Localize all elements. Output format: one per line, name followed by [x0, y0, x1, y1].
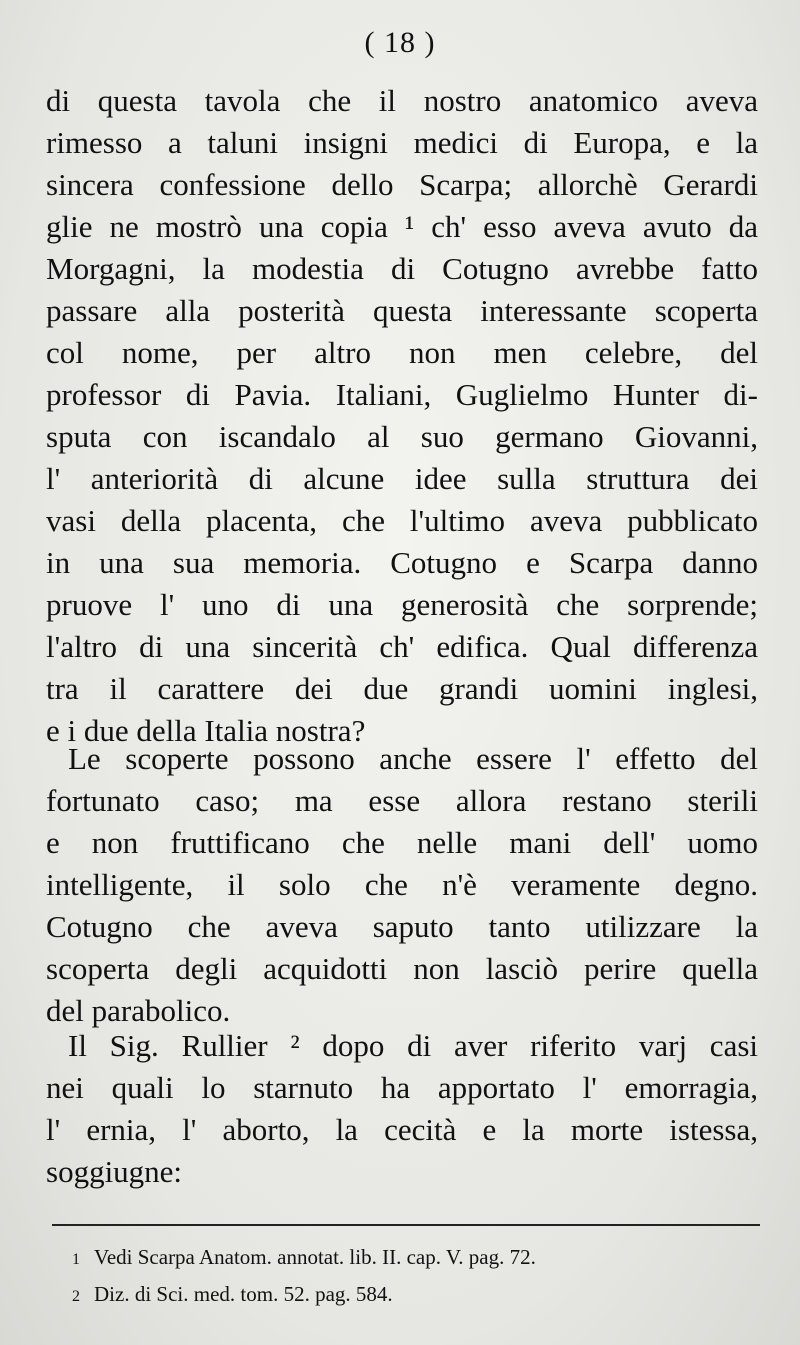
page-number: ( 18 ): [364, 26, 436, 59]
footnote-divider: [52, 1224, 760, 1226]
text-line: nei quali lo starnuto ha apportato l' emorragia,: [46, 1070, 758, 1105]
text-line: sputa con iscandalo al suo germano Giovanni,: [46, 419, 758, 454]
text-line: glie ne mostrò una copia ¹ ch' esso aveva avuto da: [46, 209, 758, 244]
footnotes: [72, 1240, 752, 1314]
paragraph-1: [46, 80, 758, 752]
text-line: sincera confessione dello Scarpa; allorchè Gerardi: [46, 167, 758, 202]
footnote-marker: 1: [72, 1251, 80, 1268]
footnote-marker: 2: [72, 1288, 80, 1305]
text-line: pruove l' uno di una generosità che sorprende;: [46, 587, 758, 622]
footnote-2: [72, 1277, 752, 1314]
text-line: di questa tavola che il nostro anatomico aveva: [46, 83, 758, 118]
text-line: e non fruttificano che nelle mani dell' uomo: [46, 825, 758, 860]
text-line: e i due della Italia nostra?: [46, 713, 366, 748]
paragraph-3: [46, 1025, 758, 1193]
text-line: Cotugno che aveva saputo tanto utilizzare la: [46, 909, 758, 944]
text-line: Il Sig. Rullier ² dopo di aver riferito varj casi: [68, 1028, 758, 1063]
text-line: Morgagni, la modestia di Cotugno avrebbe fatto: [46, 251, 758, 286]
footnote-text: Vedi Scarpa Anatom. annotat. lib. II. cap. V. pag. 72.: [94, 1245, 536, 1269]
text-line: vasi della placenta, che l'ultimo aveva pubblicato: [46, 503, 758, 538]
text-line: tra il carattere dei due grandi uomini inglesi,: [46, 671, 758, 706]
text-line: fortunato caso; ma esse allora restano sterili: [46, 783, 758, 818]
text-line: passare alla posterità questa interessante scoperta: [46, 293, 758, 328]
text-line: l' anteriorità di alcune idee sulla struttura dei: [46, 461, 758, 496]
text-line: soggiugne:: [46, 1154, 183, 1189]
text-line: l'altro di una sincerità ch' edifica. Qual differenza: [46, 629, 758, 664]
text-line: col nome, per altro non men celebre, del: [46, 335, 758, 370]
text-line: professor di Pavia. Italiani, Guglielmo Hunter di-: [46, 377, 758, 412]
footnote-text: Diz. di Sci. med. tom. 52. pag. 584.: [94, 1282, 393, 1306]
footnote-1: [72, 1240, 752, 1277]
text-line: intelligente, il solo che n'è veramente degno.: [46, 867, 758, 902]
text-line: rimesso a taluni insigni medici di Europa, e la: [46, 125, 758, 160]
text-line: scoperta degli acquidotti non lasciò perire quella: [46, 951, 758, 986]
text-line: in una sua memoria. Cotugno e Scarpa danno: [46, 545, 758, 580]
text-line: del parabolico.: [46, 993, 231, 1028]
paragraph-2: [46, 738, 758, 1032]
text-line: l' ernia, l' aborto, la cecità e la morte istessa,: [46, 1112, 758, 1147]
text-line: Le scoperte possono anche essere l' effetto del: [68, 741, 758, 776]
